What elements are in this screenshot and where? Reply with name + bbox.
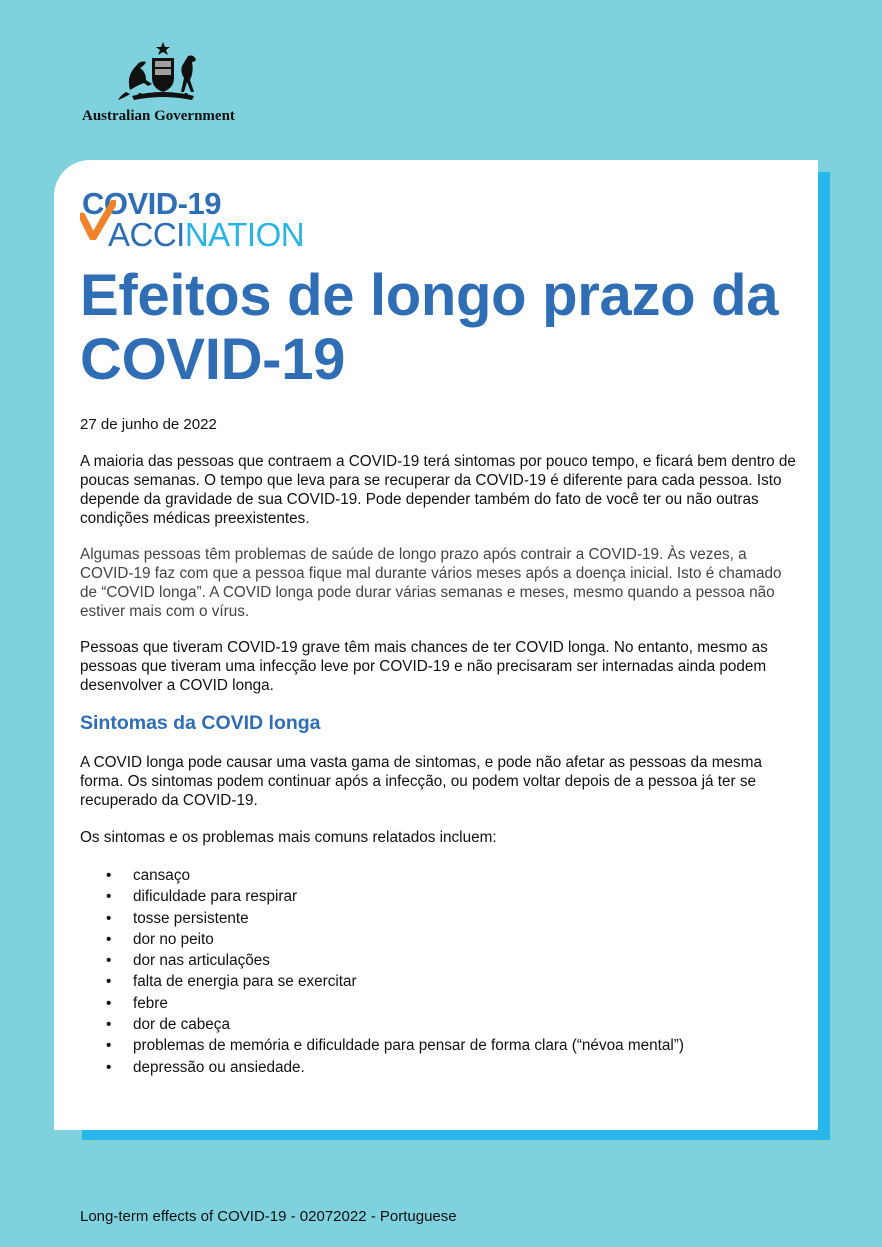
list-item-text: falta de energia para se exercitar (133, 973, 357, 991)
list-item-text: dor no peito (133, 930, 214, 948)
bullet-icon: • (106, 867, 112, 884)
paragraph-1: A maioria das pessoas que contraem a COVID-19 terá sintomas por pouco tempo, e ficará bem dentro de poucas semanas. O tempo que leva para se recuperar da COVID-19 é diferente para cada pessoa. Isto depende da gravidade de sua COVID-19. Pode depender também do fato de você ter ou não outras condições médicas preexistentes. (80, 453, 796, 527)
bullet-icon: • (106, 1037, 112, 1055)
symptoms-list (106, 865, 684, 1078)
bullet-icon: • (106, 994, 112, 1012)
list-item-text: tosse persistente (133, 909, 249, 927)
bullet-icon: • (106, 888, 112, 906)
section-paragraph-1: A COVID longa pode causar uma vasta gama de sintomas, e pode não afetar as pessoas da mesma forma. Os sintomas podem continuar após a infecção, ou podem voltar depois de a pessoa já ter se recuperado da COVID-19. (80, 754, 762, 809)
list-item-text: dor de cabeça (133, 1016, 230, 1034)
list-item (106, 971, 684, 992)
list-item-text: problemas de memória e dificuldade para pensar de forma clara (“névoa mental”) (133, 1037, 684, 1055)
list-item (106, 865, 684, 886)
section-paragraph-2: Os sintomas e os problemas mais comuns relatados incluem: (80, 829, 497, 846)
list-item-text: depressão ou ansiedade. (133, 1058, 305, 1076)
list-item (106, 929, 684, 950)
list-item (106, 908, 684, 929)
checkmark-icon (80, 200, 116, 240)
coat-of-arms-icon (118, 40, 208, 102)
section-heading: Sintomas da COVID longa (80, 712, 321, 734)
paragraph-2: Algumas pessoas têm problemas de saúde de longo prazo após contrair a COVID-19. Às vezes, a COVID-19 faz com que a pessoa fique mal durante vários meses após a doença inicial. Isto é chamado de “COVID longa”. A COVID longa pode durar várias semanas e meses, mesmo quando a pessoa não estiver mais com o vírus. (80, 546, 782, 620)
bullet-icon: • (106, 1058, 112, 1076)
bullet-icon: • (106, 930, 112, 948)
bullet-icon: • (106, 973, 112, 991)
logo-line1: COVID-19 (82, 186, 221, 221)
page-title: Efeitos de longo prazo da COVID-19 (80, 263, 779, 392)
covid-vaccination-logo (80, 186, 330, 252)
document-footer: Long-term effects of COVID-19 - 02072022 - Portuguese (80, 1208, 457, 1225)
list-item-text: dor nas articulações (133, 952, 270, 970)
list-item-text: febre (133, 994, 168, 1012)
list-item (106, 1057, 684, 1078)
list-item (106, 886, 684, 907)
logo-line2-part2: NATION (184, 216, 305, 253)
list-item (106, 1035, 684, 1056)
list-item-text: cansaço (133, 867, 190, 884)
list-item (106, 993, 684, 1014)
bullet-icon: • (106, 952, 112, 970)
list-item (106, 1014, 684, 1035)
bullet-icon: • (106, 909, 112, 927)
list-item-text: dificuldade para respirar (133, 888, 298, 906)
government-logo (80, 40, 250, 130)
logo-line2-part1: ACCI (108, 216, 185, 253)
publication-date: 27 de junho de 2022 (80, 416, 217, 433)
paragraph-3: Pessoas que tiveram COVID-19 grave têm mais chances de ter COVID longa. No entanto, mesmo as pessoas que tiveram uma infecção leve por COVID-19 e não precisaram ser internadas ainda podem desenvolver a COVID longa. (80, 639, 768, 694)
bullet-icon: • (106, 1016, 112, 1034)
list-item (106, 950, 684, 971)
government-name: Australian Government (82, 108, 235, 124)
